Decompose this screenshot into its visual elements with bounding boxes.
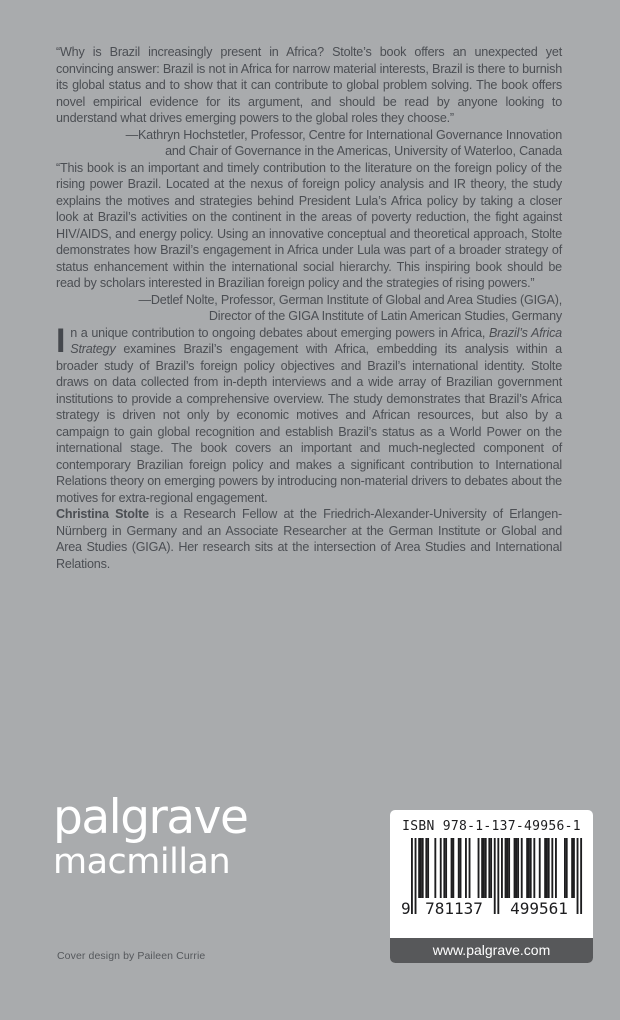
review-quote-1-attribution-line-1: —Kathryn Hochstetler, Professor, Centre for International Governance Innovation xyxy=(125,127,562,142)
palgrave-wordmark: palgrave xyxy=(53,790,248,845)
barcode xyxy=(397,838,587,917)
book-description xyxy=(56,321,562,507)
cover-design-credit: Cover design by Paileen Currie xyxy=(57,950,206,962)
description-before-title: n a unique contribution to ongoing debates about emerging powers in Africa, xyxy=(70,325,489,340)
barcode-digits-group1: 781137 xyxy=(424,899,483,917)
publisher-website: www.palgrave.com xyxy=(390,938,593,963)
barcode-svg xyxy=(397,838,587,917)
review-quote-2-attribution-line-2: Director of the GIGA Institute of Latin American Studies, Germany xyxy=(208,309,562,323)
macmillan-wordmark: macmillan xyxy=(53,842,231,882)
drop-cap: I xyxy=(56,321,66,360)
review-quote-1: “Why is Brazil increasingly present in Africa? Stolte’s book offers an unexpected yet convincing answer: Brazil is not in Africa for narrow material interests, Brazil is there to burnish its global status and to show that it can contribute to global problem solving. The book offers novel empirical evidence for its argument, and should be read by anyone looking to understand what drives emerging powers to the global roles they choose.” xyxy=(56,45,562,125)
author-bio xyxy=(56,506,562,572)
author-bio-text: is a Research Fellow at the Friedrich-Alexander-University of Erlangen-Nürnberg in Germany and an Associate Researcher at the German Institute or Global and Area Studies (GIGA). Her research sits at the intersection of Area Studies and International Relations. xyxy=(56,507,562,571)
back-cover-text-column xyxy=(56,44,562,572)
barcode-digits-group2: 499561 xyxy=(509,899,568,917)
review-quote-2: “This book is an important and timely contribution to the literature on the foreign policy of the rising power Brazil. Located at the nexus of foreign policy analysis and IR theory, the study explains the motives and strategies behind President Lula’s Africa policy by taking a closer look at Brazil’s activities on the continent in the areas of poverty reduction, the fight against HIV/AIDS, and energy policy. Using an innovative conceptual and theoretical approach, Stolte demonstrates how Brazil’s engagement in Africa under Lula was part of a broader strategy of status enhancement within the international social hierarchy. This inspiring book should be read by scholars interested in Brazilian foreign policy and the strategies of rising powers.” xyxy=(56,160,562,290)
isbn-label: ISBN 978-1-137-49956-1 xyxy=(402,819,581,834)
publisher-logo xyxy=(53,792,247,882)
book-title-italic: Brazil’s Africa Strategy xyxy=(70,325,562,356)
review-quote-2-attribution-line-1: —Detlef Nolte, Professor, German Institute of Global and Area Studies (GIGA), xyxy=(138,292,562,307)
description-after-title: examines Brazil’s engagement with Africa, embedding its analysis within a broader study of Brazil’s foreign policy objectives and Brazil’s international identity. Stolte draws on data collected from in-depth interviews and a wide array of Brazilian government institutions to provide a comprehensive overview. The study demonstrates that Brazil’s Africa strategy is driven not only by economic motives and African resources, but also by a campaign to gain global recognition and establish Brazil’s status as a World Power on the international stage. The book covers an important and much-neglected component of contemporary Brazilian foreign policy and makes a significant contribution to International Relations theory on emerging powers by introducing non-material drivers to debates about the motives for extra-regional engagement. xyxy=(56,342,562,505)
barcode-box xyxy=(390,810,593,963)
barcode-digit-lead: 9 xyxy=(400,899,411,917)
author-name: Christina Stolte xyxy=(56,507,149,521)
review-quote-1-attribution-line-2: and Chair of Governance in the Americas, University of Waterloo, Canada xyxy=(165,144,562,158)
